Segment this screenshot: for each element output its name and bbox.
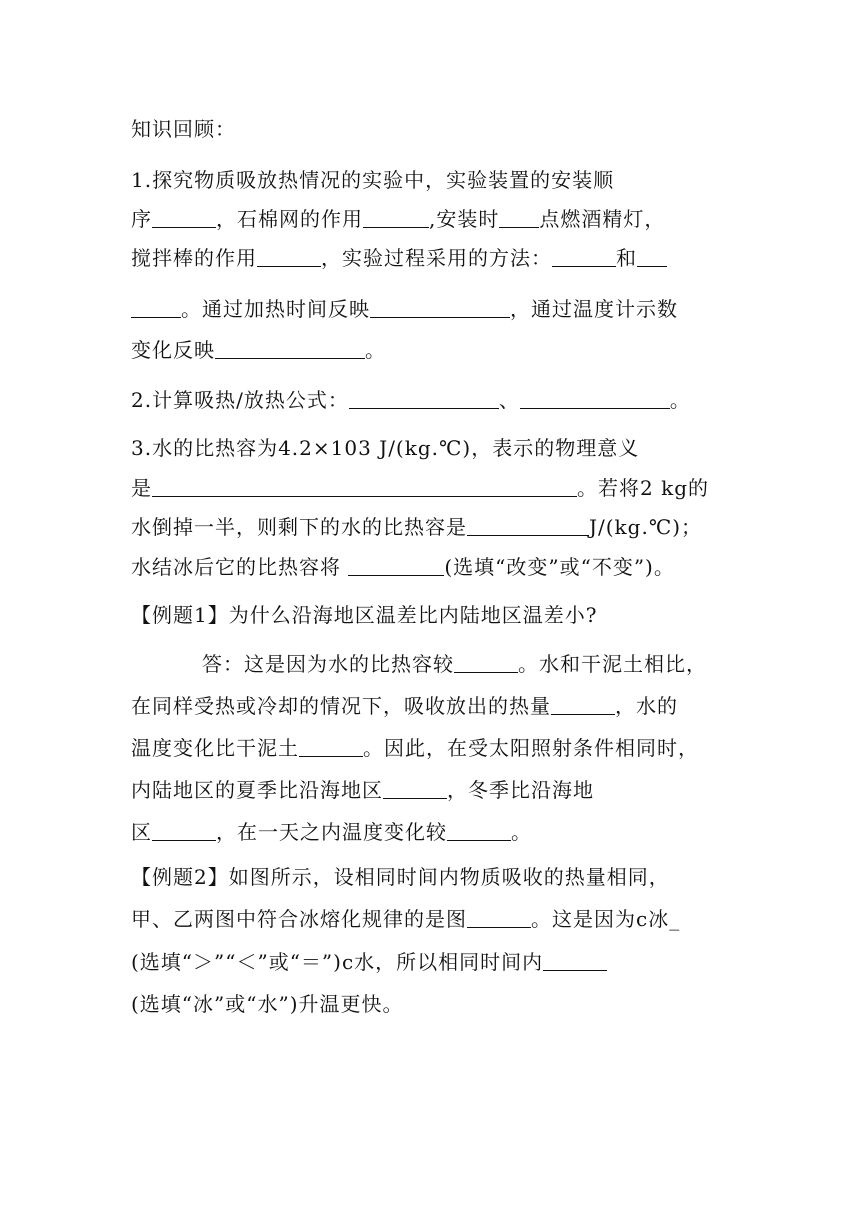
q1-text: 。 xyxy=(365,338,386,362)
ex2-text: 甲、乙两图中符合冰熔化规律的是图 xyxy=(131,907,467,931)
ex1-text: 在同样受热或冷却的情况下，吸收放出的热量 xyxy=(131,694,551,718)
q1-line-2 xyxy=(131,205,665,233)
q1-text: 搅拌棒的作用 xyxy=(131,246,257,270)
q2-line xyxy=(131,386,691,414)
q2-text: 2.计算吸热/放热公式： xyxy=(131,388,349,412)
answer-blank xyxy=(299,736,363,757)
q1-text: ，石棉网的作用 xyxy=(216,207,363,231)
q3-line-4 xyxy=(131,553,675,581)
q1-text: ,安装时 xyxy=(429,207,500,231)
q2-text: 。 xyxy=(669,388,691,412)
answer-blank xyxy=(257,246,321,267)
example-2-line-1: 【例题2】如图所示，设相同时间内物质吸收的热量相同， xyxy=(131,865,670,889)
section-heading: 知识回顾： xyxy=(131,117,236,141)
ex1-text: ，冬季比沿海地 xyxy=(447,778,594,802)
answer-blank xyxy=(447,820,511,841)
answer-blank xyxy=(551,694,615,715)
answer-blank xyxy=(637,246,667,267)
ex2-text: 。这是因为c冰_ xyxy=(531,907,681,931)
q1-text: 变化反映 xyxy=(131,338,215,362)
ex2-line-4: (选填“冰”或“水”)升温更快。 xyxy=(131,992,404,1016)
answer-blank xyxy=(152,820,216,841)
ex1-text: 答：这是因为水的比热容较 xyxy=(202,652,454,676)
ex2-line-3 xyxy=(131,948,607,976)
q3-line-1: 3.水的比热容为4.2×103 J/(kg.℃)，表示的物理意义 xyxy=(131,436,640,460)
q1-text: 和 xyxy=(616,246,637,270)
answer-blank xyxy=(467,515,589,536)
ex1-text: 。因此，在受太阳照射条件相同时， xyxy=(363,736,699,760)
answer-blank xyxy=(215,338,365,359)
ex1-line-4 xyxy=(131,776,594,804)
answer-blank xyxy=(543,950,607,971)
ex1-text: ，在一天之内温度变化较 xyxy=(216,820,447,844)
q3-text: 水结冰后它的比热容将 xyxy=(131,555,349,579)
answer-blank xyxy=(349,388,499,409)
answer-blank xyxy=(499,207,539,228)
q3-text: 。若将2 kg的 xyxy=(577,476,710,500)
answer-blank xyxy=(454,652,518,673)
ex1-line-1 xyxy=(202,650,707,678)
answer-blank xyxy=(467,907,531,928)
ex1-text: 温度变化比干泥土 xyxy=(131,736,299,760)
ex1-text: ，水的 xyxy=(615,694,678,718)
answer-blank xyxy=(348,555,444,576)
q1-text: ，通过温度计示数 xyxy=(510,297,678,321)
q1-line-4 xyxy=(131,295,678,323)
q2-text: 、 xyxy=(498,388,520,412)
q1-line-3 xyxy=(131,244,667,272)
ex1-line-2 xyxy=(131,692,678,720)
answer-blank xyxy=(552,246,616,267)
q3-text: (选填“改变”或“不变”)。 xyxy=(444,555,675,579)
answer-blank xyxy=(520,388,670,409)
ex1-text: 。 xyxy=(511,820,532,844)
q1-text: ，实验过程采用的方法： xyxy=(321,246,552,270)
answer-blank xyxy=(131,297,181,318)
answer-blank xyxy=(363,207,429,228)
q1-text: 序 xyxy=(131,207,152,231)
q3-text: 水倒掉一半，则剩下的水的比热容是 xyxy=(131,515,467,539)
answer-blank xyxy=(383,778,447,799)
ex1-line-3 xyxy=(131,734,699,762)
q1-text: 点燃酒精灯， xyxy=(539,207,666,231)
q1-line-1: 1.探究物质吸放热情况的实验中，实验装置的安装顺 xyxy=(131,168,615,192)
answer-blank xyxy=(370,297,510,318)
ex1-line-5 xyxy=(131,818,532,846)
q1-text: 。通过加热时间反映 xyxy=(181,297,370,321)
answer-blank xyxy=(152,476,577,497)
ex1-text: 内陆地区的夏季比沿海地区 xyxy=(131,778,383,802)
ex1-text: 区 xyxy=(131,820,152,844)
ex2-text: (选填“＞”“＜”或“＝”)c水，所以相同时间内 xyxy=(131,950,544,974)
ex2-line-2 xyxy=(131,905,680,933)
q1-line-5 xyxy=(131,336,386,364)
q3-text: J/(kg.℃)； xyxy=(589,515,703,539)
q3-line-2 xyxy=(131,474,709,502)
example-1-title: 【例题1】为什么沿海地区温差比内陆地区温差小? xyxy=(131,603,598,627)
q3-line-3 xyxy=(131,513,702,541)
q3-text: 是 xyxy=(131,476,152,500)
ex1-text: 。水和干泥土相比， xyxy=(518,652,707,676)
answer-blank xyxy=(152,207,216,228)
